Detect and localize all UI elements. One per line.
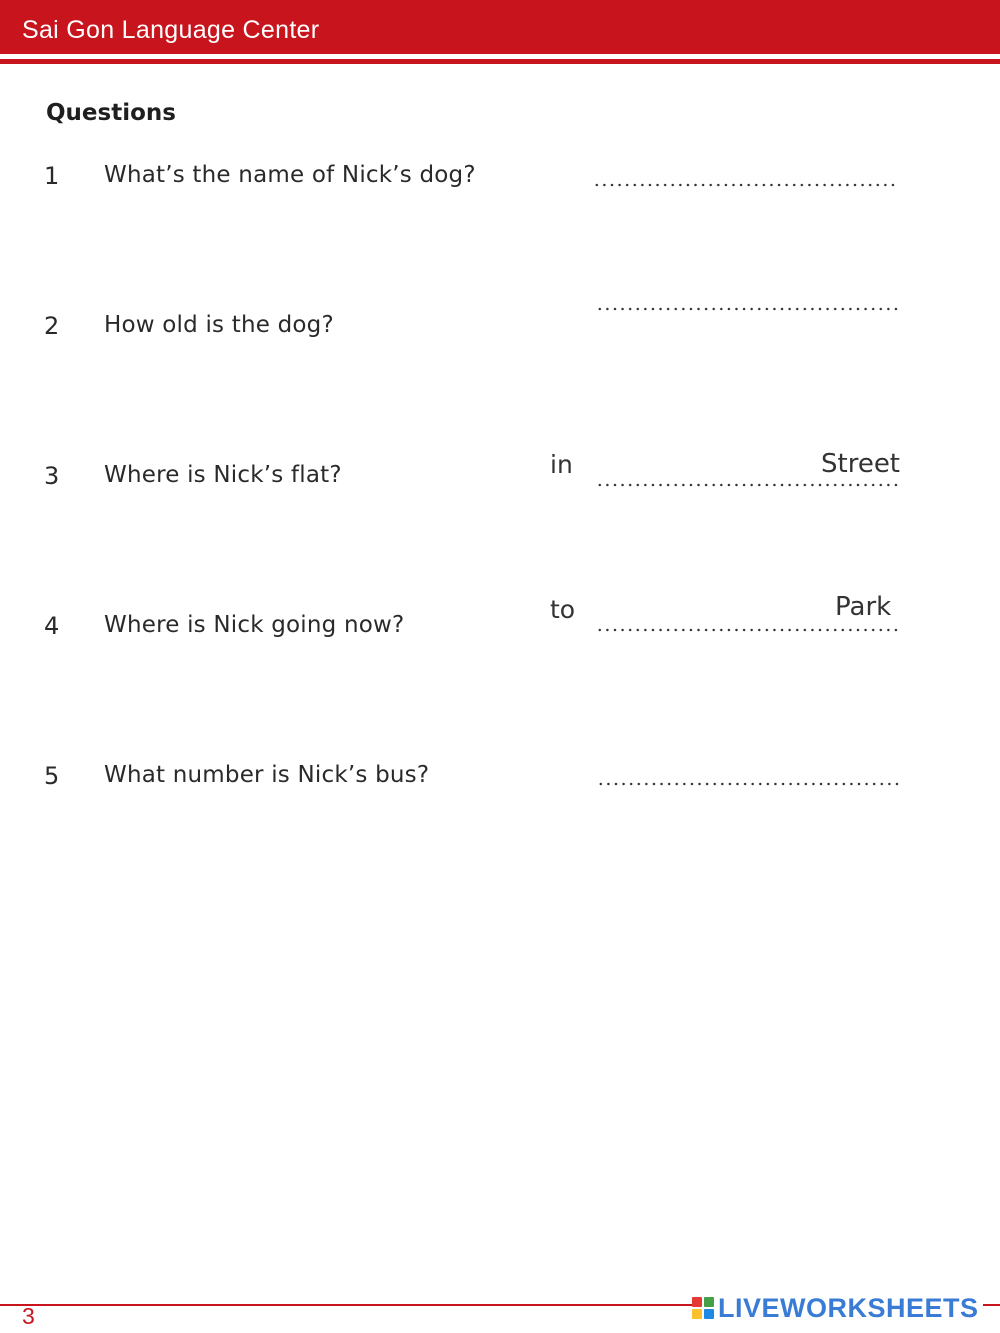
- liveworksheets-logo-text: LIVEWORKSHEETS: [718, 1292, 979, 1323]
- page-number: 3: [22, 1303, 35, 1329]
- question-1-text: What’s the name of Nick’s dog?: [104, 162, 476, 188]
- logo-square-blue: [704, 1309, 714, 1319]
- answer-4-field[interactable]: [596, 628, 902, 632]
- answer-2-field[interactable]: [596, 307, 902, 311]
- answer-3-suffix: Street: [821, 449, 901, 479]
- header-bar: [0, 0, 1000, 54]
- question-1-number: 1: [44, 162, 60, 190]
- logo-square-red: [692, 1297, 702, 1307]
- question-4-number: 4: [44, 612, 60, 640]
- question-3-text: Where is Nick’s flat?: [104, 462, 342, 488]
- answer-3-prefix: in: [550, 450, 573, 479]
- header-title: Sai Gon Language Center: [22, 16, 320, 44]
- question-4-text: Where is Nick going now?: [104, 612, 405, 638]
- question-2-number: 2: [44, 312, 60, 340]
- question-5-number: 5: [44, 762, 60, 790]
- answer-4-prefix: to: [550, 595, 576, 624]
- answer-5-field[interactable]: [597, 782, 903, 786]
- answer-1-field[interactable]: [593, 183, 899, 187]
- liveworksheets-logo: [692, 1293, 983, 1323]
- logo-square-yellow: [692, 1309, 702, 1319]
- question-3-number: 3: [44, 462, 60, 490]
- liveworksheets-logo-icon: [692, 1297, 714, 1319]
- question-2-text: How old is the dog?: [104, 312, 334, 338]
- questions-heading: Questions: [46, 100, 176, 126]
- header-divider: [0, 59, 1000, 64]
- answer-4-suffix: Park: [835, 592, 892, 622]
- answer-3-field[interactable]: [596, 483, 902, 487]
- question-5-text: What number is Nick’s bus?: [104, 762, 430, 788]
- logo-square-green: [704, 1297, 714, 1307]
